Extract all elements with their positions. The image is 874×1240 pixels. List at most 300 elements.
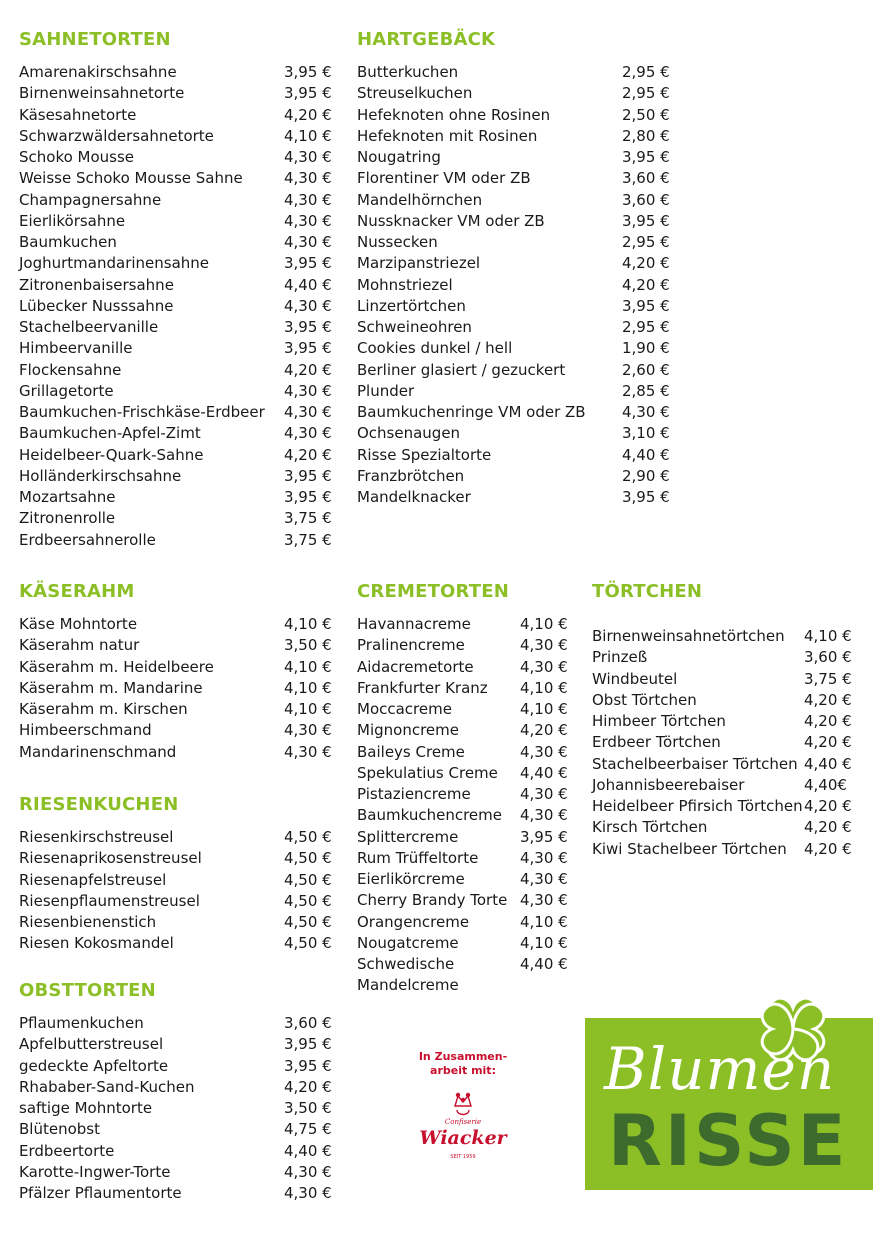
menu-item xyxy=(19,360,339,381)
menu-item-price: 4,20 € xyxy=(804,690,852,709)
menu-item-name: Zitronenrolle xyxy=(19,509,116,528)
crown-icon xyxy=(455,1094,471,1115)
menu-item xyxy=(19,105,339,126)
menu-item-price: 4,20 € xyxy=(622,254,670,273)
menu-item-price: 4,30 € xyxy=(284,169,332,188)
menu-item-price: 4,20 € xyxy=(622,275,670,294)
menu-item-name: Cookies dunkel / hell xyxy=(357,339,513,358)
menu-item xyxy=(19,62,339,83)
menu-item-name: Holländerkirschsahne xyxy=(19,466,182,485)
menu-item-price: 4,30 € xyxy=(520,657,568,676)
menu-item xyxy=(357,890,572,911)
menu-item-name: Käserahm m. Kirschen xyxy=(19,700,188,718)
menu-item xyxy=(19,1098,339,1119)
menu-item-price: 2,60 € xyxy=(622,360,670,379)
menu-item xyxy=(19,296,339,317)
menu-item-name: Käserahm m. Heidelbeere xyxy=(19,657,214,676)
menu-item-price: 3,95 € xyxy=(622,148,670,166)
menu-item xyxy=(19,445,339,466)
menu-item-price: 4,40 € xyxy=(284,275,332,294)
section-heading: KÄSERAHM xyxy=(19,581,135,602)
menu-item-price: 4,10 € xyxy=(284,615,332,633)
menu-item xyxy=(357,720,572,741)
menu-item xyxy=(19,190,339,211)
menu-item-price: 4,20 € xyxy=(804,839,852,858)
menu-item-name: Käsesahnetorte xyxy=(19,105,137,124)
menu-item-name: Blütenobst xyxy=(19,1120,100,1139)
menu-item xyxy=(357,933,572,954)
menu-item-name: Riesenkirschstreusel xyxy=(19,828,174,846)
menu-item-price: 3,60 € xyxy=(284,1014,332,1032)
menu-item xyxy=(357,360,677,381)
menu-item-name: Nougatcreme xyxy=(357,933,459,952)
menu-item-name: Pralinencreme xyxy=(357,636,465,655)
menu-item-name: Marzipanstriezel xyxy=(357,254,481,273)
menu-item-price: 4,30 € xyxy=(520,848,568,867)
menu-item-price: 4,10 € xyxy=(284,678,332,697)
wiacker-since: SEIT 1959 xyxy=(450,1154,476,1160)
menu-item-name: Riesenapfelstreusel xyxy=(19,870,167,889)
menu-item xyxy=(19,1162,339,1183)
menu-item-name: Cherry Brandy Torte xyxy=(357,891,508,910)
menu-item xyxy=(357,827,572,848)
menu-item-price: 3,60 € xyxy=(804,648,852,667)
menu-item-name: Schweineohren xyxy=(357,318,472,336)
section-heading: OBSTTORTEN xyxy=(19,980,156,1001)
menu-item xyxy=(357,848,572,869)
menu-item-name: Rum Trüffeltorte xyxy=(357,848,479,867)
menu-item-name: Himbeervanille xyxy=(19,339,133,358)
menu-item-name: Orangencreme xyxy=(357,912,470,931)
menu-item xyxy=(19,508,339,529)
section-heading: CREMETORTEN xyxy=(357,581,510,602)
menu-item-price: 4,10 € xyxy=(520,933,568,952)
menu-item xyxy=(19,487,339,508)
menu-item-price: 4,40 € xyxy=(520,763,568,782)
menu-item-price: 4,30 € xyxy=(284,190,332,209)
menu-item-name: Nussknacker VM oder ZB xyxy=(357,211,545,230)
section-heading: HARTGEBÄCK xyxy=(357,29,496,50)
menu-item xyxy=(19,381,339,402)
menu-item-price: 4,50 € xyxy=(284,849,332,868)
menu-item-price: 4,30 € xyxy=(284,403,332,421)
menu-item xyxy=(19,1141,339,1162)
section-obsttorten xyxy=(19,979,339,1204)
menu-item-name: Erdbeer Törtchen xyxy=(592,733,721,752)
logo-risse-text: RISSE xyxy=(608,1100,849,1182)
cooperation-note xyxy=(408,1050,518,1168)
menu-item-name: Karotte-Ingwer-Torte xyxy=(19,1162,171,1181)
menu-item-name: Obst Törtchen xyxy=(592,690,697,709)
menu-item xyxy=(19,232,339,253)
menu-item xyxy=(357,62,677,83)
menu-item-name: Nussecken xyxy=(357,233,438,251)
menu-item xyxy=(357,338,677,359)
menu-item-name: Stachelbeerbaiser Törtchen xyxy=(592,754,798,773)
menu-item-price: 3,95 € xyxy=(284,1056,332,1075)
menu-item-price: 4,30 € xyxy=(284,1162,332,1181)
menu-item-price: 2,50 € xyxy=(622,105,670,124)
menu-item xyxy=(19,1056,339,1077)
menu-item xyxy=(19,1183,339,1204)
menu-item-price: 4,30 € xyxy=(520,785,568,803)
menu-item xyxy=(357,83,677,104)
menu-item-name: Havannacreme xyxy=(357,615,471,633)
menu-item xyxy=(592,711,862,732)
menu-item-name: Baileys Creme xyxy=(357,742,465,761)
menu-item-name: Florentiner VM oder ZB xyxy=(357,169,531,188)
menu-item-price: 3,10 € xyxy=(622,424,670,443)
menu-item-name: Apfelbutterstreusel xyxy=(19,1035,164,1054)
menu-item-name: Mandelhörnchen xyxy=(357,190,483,209)
menu-item-price: 4,30 € xyxy=(284,296,332,315)
menu-item-name: Riesenbienenstich xyxy=(19,913,157,931)
menu-item xyxy=(19,317,339,338)
menu-item xyxy=(19,635,339,656)
menu-item xyxy=(357,253,677,274)
section-cremetorten xyxy=(357,580,572,997)
menu-item-name: Käserahm natur xyxy=(19,636,140,655)
menu-item-name: Hefeknoten mit Rosinen xyxy=(357,126,538,145)
menu-item-price: 3,95 € xyxy=(284,84,332,103)
menu-item xyxy=(19,657,339,678)
menu-item xyxy=(19,1077,339,1098)
menu-item-price: 4,30 € xyxy=(284,148,332,166)
menu-item-name: saftige Mohntorte xyxy=(19,1099,153,1117)
menu-item-price: 4,10 € xyxy=(284,657,332,676)
menu-item xyxy=(19,614,339,635)
menu-item xyxy=(357,975,572,996)
cooperation-line-1: In Zusammen- xyxy=(418,1050,508,1063)
menu-item xyxy=(19,891,339,912)
menu-item xyxy=(19,338,339,359)
menu-item-name: Franzbrötchen xyxy=(357,466,465,485)
menu-item xyxy=(357,805,572,826)
menu-item-name: Birnenweinsahnetörtchen xyxy=(592,627,785,645)
menu-item-name: Mignoncreme xyxy=(357,721,459,740)
menu-item-price: 4,20 € xyxy=(804,733,852,752)
menu-item xyxy=(357,402,677,423)
menu-item-name: Erdbeertorte xyxy=(19,1141,115,1160)
menu-item-name: Baumkuchen-Frischkäse-Erdbeer xyxy=(19,403,265,421)
section-sahnetorten xyxy=(19,28,339,551)
menu-item xyxy=(357,763,572,784)
menu-item xyxy=(19,83,339,104)
wiacker-wordmark: Wiacker xyxy=(419,1127,507,1149)
menu-item-price: 2,90 € xyxy=(622,466,670,485)
menu-item-name: Erdbeersahnerolle xyxy=(19,530,156,549)
menu-item-name: Baumkuchencreme xyxy=(357,806,502,825)
menu-item xyxy=(19,827,339,848)
menu-item xyxy=(357,296,677,317)
menu-item-price: 4,30 € xyxy=(520,870,568,888)
menu-item xyxy=(19,402,339,423)
menu-item-name: Stachelbeervanille xyxy=(19,318,159,336)
menu-item-name: Himbeerschmand xyxy=(19,721,152,740)
section-heading: RIESENKUCHEN xyxy=(19,794,179,815)
menu-item xyxy=(19,275,339,296)
menu-item-price: 2,80 € xyxy=(622,126,670,145)
menu-item-name: Riesen Kokosmandel xyxy=(19,934,174,953)
menu-item-price: 4,20 € xyxy=(284,105,332,124)
menu-item-name: Mandelknacker xyxy=(357,488,471,506)
menu-item-name: Champagnersahne xyxy=(19,190,162,209)
menu-item-name: Käse Mohntorte xyxy=(19,615,138,633)
section-hartgebaeck xyxy=(357,28,677,508)
menu-item xyxy=(592,775,862,796)
menu-item-price: 3,95 € xyxy=(284,488,332,506)
menu-item xyxy=(357,381,677,402)
menu-item xyxy=(592,647,862,668)
menu-item xyxy=(357,275,677,296)
menu-item-name: Risse Spezialtorte xyxy=(357,445,492,464)
menu-item-price: 4,10 € xyxy=(284,700,332,718)
menu-item xyxy=(19,1034,339,1055)
menu-item xyxy=(592,754,862,775)
menu-item xyxy=(19,530,339,551)
menu-item-price: 3,95 € xyxy=(284,254,332,273)
menu-item-name: Schoko Mousse xyxy=(19,148,135,166)
menu-item xyxy=(592,839,862,860)
menu-item xyxy=(357,742,572,763)
menu-item-price: 4,10 € xyxy=(804,627,852,645)
menu-item-price: 4,30 € xyxy=(622,403,670,421)
menu-item-name: Grillagetorte xyxy=(19,381,114,400)
menu-item-name: Schwedische xyxy=(357,955,455,973)
menu-item xyxy=(19,423,339,444)
menu-item-name: Prinzeß xyxy=(592,648,648,667)
menu-item-name: Pistaziencreme xyxy=(357,785,471,803)
menu-item-price: 3,95 € xyxy=(622,488,670,506)
menu-item xyxy=(19,253,339,274)
menu-item xyxy=(357,784,572,805)
menu-item-name: Baumkuchenringe VM oder ZB xyxy=(357,403,586,421)
menu-item-price: 4,30 € xyxy=(284,742,332,761)
menu-item-price: 4,30 € xyxy=(284,1184,332,1202)
menu-item-name: Plunder xyxy=(357,381,415,400)
menu-item-price: 3,75 € xyxy=(804,669,852,688)
menu-item-name: Aidacremetorte xyxy=(357,657,474,676)
menu-item xyxy=(357,190,677,211)
menu-item xyxy=(19,933,339,954)
menu-item-price: 3,60 € xyxy=(622,169,670,188)
menu-item-name: Eierlikörcreme xyxy=(357,870,465,888)
section-kaeserahm xyxy=(19,580,339,763)
menu-item xyxy=(357,232,677,253)
menu-item-name: Weisse Schoko Mousse Sahne xyxy=(19,169,243,188)
menu-item-price: 2,95 € xyxy=(622,233,670,251)
menu-item-name: Käserahm m. Mandarine xyxy=(19,678,203,697)
menu-item-price: 4,10 € xyxy=(284,126,332,145)
menu-item-name: Mozartsahne xyxy=(19,488,116,506)
menu-item xyxy=(592,690,862,711)
menu-item-price: 4,30 € xyxy=(520,742,568,761)
menu-item-name: Riesenaprikosenstreusel xyxy=(19,849,202,868)
menu-item-price: 4,50 € xyxy=(284,913,332,931)
menu-item-price: 4,30 € xyxy=(284,424,332,443)
menu-item-name: Windbeutel xyxy=(592,669,678,688)
menu-item-name: Splittercreme xyxy=(357,827,459,846)
menu-item xyxy=(19,870,339,891)
menu-item xyxy=(592,796,862,817)
menu-item-name: Kiwi Stachelbeer Törtchen xyxy=(592,839,787,858)
menu-item-price: 3,50 € xyxy=(284,636,332,655)
section-riesenkuchen xyxy=(19,793,339,955)
menu-item-price: 4,40 € xyxy=(622,445,670,464)
menu-item-price: 2,85 € xyxy=(622,381,670,400)
menu-item xyxy=(357,678,572,699)
menu-item-price: 3,50 € xyxy=(284,1099,332,1117)
menu-item-price: 4,20 € xyxy=(804,712,852,730)
menu-item-price: 3,75 € xyxy=(284,509,332,528)
menu-item xyxy=(592,626,862,647)
menu-item-price: 1,90 € xyxy=(622,339,670,358)
menu-item-price: 4,50 € xyxy=(284,828,332,846)
menu-item-price: 4,10 € xyxy=(520,700,568,718)
menu-item xyxy=(19,720,339,741)
menu-item-price: 3,95 € xyxy=(622,211,670,230)
menu-item-name: Rhababer-Sand-Kuchen xyxy=(19,1077,195,1096)
menu-item-price: 4,75 € xyxy=(284,1120,332,1139)
menu-item-price: 2,95 € xyxy=(622,84,670,103)
menu-item xyxy=(19,912,339,933)
menu-item xyxy=(19,678,339,699)
menu-item-price: 4,40 € xyxy=(520,955,568,973)
menu-item xyxy=(357,869,572,890)
menu-item-name: Mohnstriezel xyxy=(357,275,453,294)
menu-item-price: 2,95 € xyxy=(622,318,670,336)
menu-item-price: 4,50 € xyxy=(284,891,332,910)
menu-item-price: 4,20 € xyxy=(520,721,568,740)
menu-item xyxy=(357,423,677,444)
menu-item xyxy=(592,817,862,838)
wiacker-confiserie: Confiserie xyxy=(444,1118,482,1126)
menu-item-name: Eierlikörsahne xyxy=(19,211,126,230)
menu-item-name: gedeckte Apfeltorte xyxy=(19,1056,169,1075)
menu-item-price: 4,40 € xyxy=(804,754,852,773)
menu-item-name: Baumkuchen-Apfel-Zimt xyxy=(19,424,201,443)
menu-item-name: Linzertörtchen xyxy=(357,296,466,315)
menu-item-price: 4,20 € xyxy=(284,1077,332,1096)
menu-item-name: Butterkuchen xyxy=(357,63,459,81)
menu-item-name: Johannisbeerebaiser xyxy=(592,775,745,794)
menu-item-price: 4,10 € xyxy=(520,615,568,633)
menu-item-price: 4,10 € xyxy=(520,912,568,931)
menu-item-name: Mandelcreme xyxy=(357,976,459,995)
menu-item xyxy=(357,466,677,487)
menu-item xyxy=(357,699,572,720)
menu-item-name: Pfälzer Pflaumentorte xyxy=(19,1184,182,1202)
menu-item-price: 4,20 € xyxy=(804,797,852,815)
menu-item xyxy=(357,657,572,678)
menu-item-name: Schwarzwäldersahnetorte xyxy=(19,126,214,145)
menu-item xyxy=(19,126,339,147)
menu-item xyxy=(592,732,862,753)
menu-item xyxy=(357,614,572,635)
menu-item xyxy=(357,317,677,338)
menu-item-price: 4,10 € xyxy=(520,678,568,697)
menu-item-price: 4,40€ xyxy=(804,775,847,794)
menu-item-price: 4,20 € xyxy=(804,818,852,837)
menu-item xyxy=(19,848,339,869)
menu-item xyxy=(357,105,677,126)
menu-item-name: Baumkuchen xyxy=(19,233,117,251)
menu-item-price: 4,30 € xyxy=(284,381,332,400)
menu-item xyxy=(19,168,339,189)
menu-item-name: Frankfurter Kranz xyxy=(357,678,488,697)
menu-item xyxy=(19,1119,339,1140)
menu-item-price: 3,95 € xyxy=(284,63,332,81)
menu-item-name: Streuselkuchen xyxy=(357,84,473,103)
logo-blumen-text: Blumen xyxy=(604,1035,836,1103)
menu-item-name: Nougatring xyxy=(357,148,441,166)
menu-item-price: 4,30 € xyxy=(520,636,568,655)
wiacker-logo xyxy=(413,1086,513,1164)
menu-item xyxy=(19,211,339,232)
menu-item xyxy=(357,912,572,933)
menu-item-name: Moccacreme xyxy=(357,700,452,718)
menu-item xyxy=(357,445,677,466)
menu-item-price: 3,95 € xyxy=(284,1035,332,1054)
menu-item xyxy=(19,466,339,487)
cooperation-line-2: arbeit mit: xyxy=(430,1064,496,1077)
menu-item-price: 4,40 € xyxy=(284,1141,332,1160)
menu-item-name: Riesenpflaumenstreusel xyxy=(19,891,200,910)
menu-item-name: Heidelbeer-Quark-Sahne xyxy=(19,445,204,464)
menu-item xyxy=(357,954,572,975)
menu-item-price: 3,60 € xyxy=(622,190,670,209)
menu-item-name: Himbeer Törtchen xyxy=(592,712,726,730)
menu-item-price: 4,30 € xyxy=(520,806,568,825)
menu-item-price: 3,95 € xyxy=(284,339,332,358)
menu-item-name: Heidelbeer Pfirsich Törtchen xyxy=(592,797,803,815)
menu-item xyxy=(19,1013,339,1034)
menu-item-price: 4,30 € xyxy=(284,211,332,230)
menu-item xyxy=(357,126,677,147)
menu-item-name: Amarenakirschsahne xyxy=(19,63,177,81)
menu-item-name: Berliner glasiert / gezuckert xyxy=(357,360,566,379)
menu-item-name: Zitronenbaisersahne xyxy=(19,275,174,294)
menu-item-name: Pflaumenkuchen xyxy=(19,1014,144,1032)
menu-item-name: Lübecker Nusssahne xyxy=(19,296,174,315)
menu-item-name: Spekulatius Creme xyxy=(357,763,498,782)
menu-item xyxy=(357,487,677,508)
menu-item-name: Ochsenaugen xyxy=(357,424,461,443)
menu-item xyxy=(357,635,572,656)
section-heading: TÖRTCHEN xyxy=(592,581,703,602)
menu-item-name: Hefeknoten ohne Rosinen xyxy=(357,105,551,124)
menu-item-name: Mandarinenschmand xyxy=(19,742,177,761)
menu-item-price: 4,30 € xyxy=(520,891,568,910)
menu-item xyxy=(19,699,339,720)
menu-item-price: 3,75 € xyxy=(284,530,332,549)
menu-item-price: 3,95 € xyxy=(284,318,332,336)
menu-item-name: Kirsch Törtchen xyxy=(592,818,708,837)
section-heading: SAHNETORTEN xyxy=(19,29,171,50)
menu-item-price: 4,20 € xyxy=(284,360,332,379)
menu-item-price: 4,20 € xyxy=(284,445,332,464)
menu-item-name: Flockensahne xyxy=(19,360,122,379)
menu-item xyxy=(592,669,862,690)
menu-item-price: 4,30 € xyxy=(284,233,332,251)
menu-item-price: 3,95 € xyxy=(520,827,568,846)
menu-item xyxy=(357,147,677,168)
menu-item-name: Birnenweinsahnetorte xyxy=(19,84,185,103)
menu-item xyxy=(357,211,677,232)
menu-item-price: 4,50 € xyxy=(284,934,332,953)
menu-item-price: 2,95 € xyxy=(622,63,670,81)
menu-item xyxy=(19,742,339,763)
